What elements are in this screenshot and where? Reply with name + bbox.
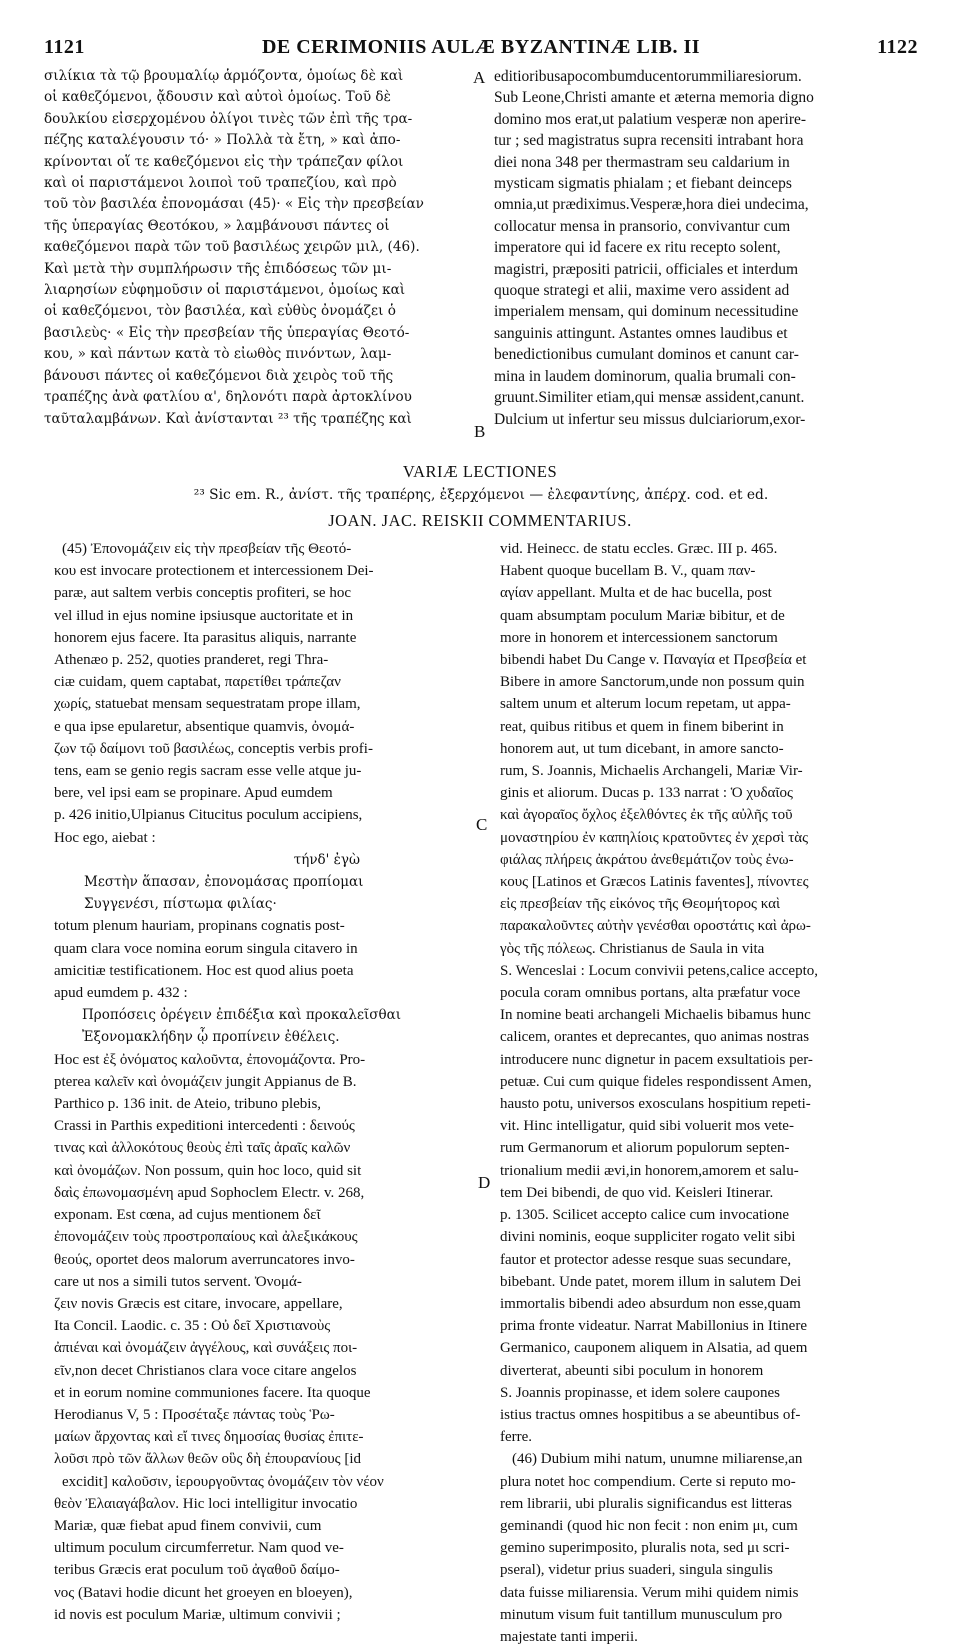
commentary-line: χωρίς, statuebat mensam sequestratam prope illam,	[54, 696, 361, 713]
commentary-line: κους [Latinos et Græcos Latinis faventes], πίνοντες	[500, 874, 809, 891]
commentary-line: majestate tanti imperii.	[500, 1628, 638, 1645]
commentary-line: Mariæ, quæ fiebat apud finem convivii, cum	[54, 1517, 322, 1534]
latin-text-line: sanguinis attingunt. Astantes omnes laudibus et	[494, 324, 788, 342]
page-number-left: 1121	[44, 36, 85, 58]
commentary-line: geminandi (quod hic non fecit : non enim μι, cum	[500, 1517, 798, 1534]
commentary-line: data fuisse miliarensia. Verum mihi quidem nimis	[500, 1584, 799, 1601]
commentary-line: exponam. Est cœna, ad cujus mentionem δεῖ	[54, 1207, 321, 1224]
latin-text-line: diei nona 348 per thermastram seu caldarium in	[494, 153, 790, 171]
commentary-line: Germanico, cauponem aliquem in Alsatia, ad quem	[500, 1340, 808, 1357]
greek-text-line: κου, » καὶ πάντων κατὰ τὸ εἰωθὸς πινόντων, λαμ-	[44, 346, 392, 363]
latin-text-line: mina in laudem dominorum, qualia brumali con-	[494, 367, 796, 385]
latin-text-line: mysticam sigmatis phialam ; et fiebant deinceps	[494, 175, 792, 193]
commentary-line: φιάλας πλήρεις ἀκράτου ἀνεθεμάτιζον τοὺς ἐνω-	[500, 851, 794, 868]
greek-text-line: βάνουσι πάντες οἱ καθεζόμενοι διὰ χειρὸς τοῦ τῆς	[44, 367, 394, 384]
commentary-line: honorem ejus facere. Ita parasitus aliquis, narrante	[54, 629, 357, 646]
latin-text-line: gruunt.Similiter etiam,qui mensæ assident,canunt.	[494, 389, 805, 407]
greek-text-line: καὶ οἱ παριστάμενοι λοιποὶ τοῦ τραπεζίου, καὶ πρὸ	[44, 175, 397, 192]
running-header	[44, 36, 918, 66]
greek-text-line: Καὶ μετὰ τὴν συμπλήρωσιν τῆς ἐπιδόσεως τῶν μι-	[44, 260, 392, 277]
commentary-line: honorem aut, ut tum dicebant, in amore sancto-	[500, 740, 784, 757]
commentary-line: Μεστὴν ἅπασαν, ἐπονομάσας προπίομαι	[84, 874, 364, 891]
commentary-line: (45) Ἐπονομάζειν εἰς τὴν πρεσβείαν τῆς Θεοτό-	[62, 541, 352, 557]
commentary-line: αγίαν appellant. Multa et de hac bucella, post	[500, 585, 772, 602]
commentary-right-column	[500, 538, 920, 1648]
commentary-line: τήνδ' ἐγὼ	[293, 851, 360, 868]
commentary-line: bere, vel ipsi eam se propinare. Apud eumdem	[54, 785, 333, 802]
commentary-line: S. Wenceslai : Locum convivii petens,calice accepto,	[500, 962, 818, 979]
commentary-line: ἐπονομάζειν τοὺς προστροπαίους καὶ ἀλεξικάκους	[54, 1229, 358, 1246]
commentary-line: saltem unum et alterum locum repetam, ut appa-	[500, 696, 791, 713]
commentary-line: Bibere in amore Sanctorum,unde non possum quin	[500, 674, 805, 691]
commentary-line: Herodianus V, 5 : Προσέταξε πάντας τοὺς Ῥω-	[54, 1406, 335, 1423]
commentary-line: amicitiæ testificationem. Hoc est quod alius poeta	[54, 962, 354, 979]
commentary-line: ζων τῷ δαίμονι τοῦ βασιλέως, conceptis verbis profi-	[54, 740, 373, 757]
commentary-line: introducere nunc dignetur in pacem exsultatiois per-	[500, 1051, 813, 1068]
commentary-line: istius tractus omnes hospitibus a se abeuntibus of-	[500, 1406, 801, 1423]
commentary-line: teribus Græcis erat poculum τοῦ ἀγαθοῦ δαίμο-	[54, 1562, 340, 1579]
latin-text-line: editioribusapocombumducentorummiliaresiorum.	[494, 68, 802, 85]
commentary-line: Habent quoque bucellam B. V., quam παν-	[500, 563, 756, 580]
greek-text-line: λιαρησίων εὐφημοῦσιν οἱ παριστάμενοι, ὁμοίως καὶ	[44, 282, 406, 299]
commentary-line: Προπόσεις ὀρέγειν ἐπιδέξια καὶ προκαλεῖσθαι	[82, 1007, 401, 1024]
commentary-line: δαὶς ἐπωνομασμένη apud Sophoclem Electr. v. 268,	[54, 1184, 365, 1201]
commentary-line: τινας καὶ ἀλλοκότους θεοὺς ἐπὶ ταῖς ἀραῖς καλῶν	[54, 1140, 351, 1157]
commentary-line: vid. Heinecc. de statu eccles. Græc. III p. 465.	[500, 541, 778, 557]
commentary-line: id novis est poculum Mariæ, ultimum convivii ;	[54, 1606, 341, 1623]
commentary-line: θεούς, oportet deos malorum averruncatores invo-	[54, 1251, 355, 1268]
commentary-line: ferre.	[500, 1429, 533, 1446]
greek-text-column	[44, 66, 468, 430]
commentary-heading: JOAN. JAC. REISKII COMMENTARIUS.	[328, 511, 632, 530]
commentary-line: ciæ cuidam, quem captabat, παρετίθει τράπεζαν	[54, 674, 341, 691]
commentary-line: ζειν novis Græcis est citare, invocare, appellare,	[54, 1295, 343, 1312]
commentary-line: S. Joannis propinasse, et idem solere caupones	[500, 1384, 780, 1401]
commentary-line: καὶ ὀνομάζων. Non possum, quin hoc loco, quid sit	[54, 1162, 362, 1179]
commentary-line: θεὸν Ἐλαιαγάβαλον. Hic loci intelligitur invocatio	[54, 1495, 358, 1512]
greek-text-line: τῆς ὑπεραγίας Θεοτόκου, » λαμβάνουσι πάντες οἱ	[44, 217, 390, 234]
latin-text-line: tur ; sed magistratus supra recensiti intrabant hora	[494, 132, 804, 150]
commentary-line: tens, eam se genio regis sacram esse velle atque ju-	[54, 763, 362, 780]
commentary-line: p. 1305. Scilicet accepto calice cum invocatione	[500, 1207, 790, 1224]
commentary-line: μαίων ἄρχοντας καὶ εἴ τινες δημοσίας θυσίας ἐπιτε-	[54, 1429, 364, 1446]
commentary-left-column	[54, 538, 470, 1626]
margin-marker-a: A	[473, 68, 486, 87]
commentary-line: εἰς πρεσβείαν τῆς εἰκόνος τῆς Θεομήτορος καὶ	[500, 896, 781, 913]
latin-text-line: domino mos erat,ut palatium vesperæ non aperire-	[494, 110, 807, 128]
greek-text-line: τοῦ τὸν βασιλέα ἐπονομάσαι (45)· « Εἰς τὴν πρεσβείαν	[44, 196, 424, 213]
commentary-line: calicem, orantes et deprecantes, quo animas nostras	[500, 1029, 810, 1046]
commentary-line: pterea καλεῖν καὶ ὀνομάζειν jungit Appianus de B.	[54, 1073, 357, 1090]
commentary-line: (46) Dubium mihi natum, unumne miliarense,an	[512, 1451, 803, 1468]
commentary-line: plura notet hoc compendium. Certe si reputo mo-	[500, 1473, 796, 1490]
commentary-line: γὸς τῆς πόλεως. Christianus de Saula in vita	[500, 940, 765, 957]
commentary-line: more in honorem et intercessionem sanctorum	[500, 629, 778, 646]
commentary-line: ἀπιέναι καὶ ὀνομάζειν ἀγγέλους, καὶ συνάξεις ποι-	[54, 1340, 358, 1357]
commentary-line: immortalis bibendi adeo absurdum non esse,quam	[500, 1295, 801, 1312]
commentary-line: rum Germanorum et aliorum populorum septen-	[500, 1140, 790, 1157]
variae-lectiones-note: ²³ Sic em. R., ἀνίστ. τῆς τραπέρης, ἐξερχόμενοι — ἐλεφαντίνης, ἀπέρχ. cod. et ed.	[193, 487, 769, 503]
commentary-line: trionalium medii ævi,in honorem,amorem et salu-	[500, 1162, 799, 1179]
commentary-line: prima fronte videatur. Narrat Mabillonius in Itinere	[500, 1318, 807, 1335]
commentary-line: ginis et aliorum. Ducas p. 133 narrat : Ὁ χυδαῖος	[500, 785, 793, 802]
commentary-line: hausto potu, universos exosculans hospitium repeti-	[500, 1096, 811, 1113]
commentary-line: fautor et protector adesse resque suas secundare,	[500, 1251, 792, 1268]
commentary-line: totum plenum hauriam, propinans cognatis post-	[54, 918, 345, 935]
commentary-line: tem Dei bibendi, de quo vid. Keisleri Itinerar.	[500, 1184, 774, 1201]
latin-text-line: imperatore qui id facere ex ritu recepto solent,	[494, 239, 781, 257]
commentary-line: Συγγενέσι, πίστωμα φιλίας·	[84, 896, 277, 913]
commentary-line: divini nominis, eoque suppliciter rogato velit sibi	[500, 1229, 796, 1246]
greek-text-line: ταῦταλαμβάνων. Καὶ ἀνίστανται ²³ τῆς τραπέζης καὶ	[44, 410, 412, 427]
commentary-line: diverterat, abeunti sibi poculum in honorem	[500, 1362, 764, 1379]
greek-text-line: βασιλεὺς· « Εἰς τὴν πρεσβείαν τῆς ὑπεραγίας Θεοτό-	[44, 324, 410, 341]
commentary-line: excidit] καλοῦσιν, ἱερουργοῦντας ὀνομάζειν τὸν νέον	[62, 1473, 384, 1490]
greek-text-line: δουλκίου εἰσερχομένου ὀλίγοι τινὲς τῶν ἐπὶ τῆς τρα-	[44, 110, 413, 127]
commentary-line: bibebant. Unde patet, morem illum in salutem Dei	[500, 1273, 802, 1290]
latin-text-line: Dulcium ut infertur seu missus dulciariorum,exor-	[494, 410, 806, 428]
latin-text-line: magistri, præpositi patricii, officiales et interdum	[494, 260, 799, 278]
commentary-line: Athenæo p. 252, quoties pranderet, regi Thra-	[54, 652, 329, 669]
margin-marker-c: C	[476, 815, 488, 834]
commentary-line: μοναστηρίου ἐν καπηλίοις κρατοῦντες ἐν χερσὶ τὰς	[500, 829, 809, 846]
greek-text-line: κρίνονται οἵ τε καθεζόμενοι εἰς τὴν τράπεζαν φίλοι	[44, 153, 404, 170]
latin-text-line: quoque strategi et alii, maxime vero assident ad	[494, 282, 790, 300]
commentary-line: εῖν,non decet Christianos clara voce citare angelos	[54, 1362, 357, 1379]
page-number-right: 1122	[877, 36, 918, 58]
commentary-line: p. 426 initio,Ulpianus Citucitus poculum accipiens,	[54, 807, 363, 824]
commentary-line: Hoc ego, aiebat :	[54, 829, 156, 846]
commentary-line: ultimum poculum circumferretur. Nam quod ve-	[54, 1540, 344, 1557]
commentary-line: Ita Concil. Laodic. c. 35 : Οὐ δεῖ Χριστιανοὺς	[54, 1318, 331, 1335]
commentary-line: παρακαλοῦντες αὐτὴν γενέσθαι οροστάτις καὶ ἀρω-	[500, 918, 811, 935]
commentary-line: et in eorum nomine communiones facere. Ita quoque	[54, 1384, 371, 1401]
latin-translation-column	[494, 66, 918, 430]
greek-text-line: σιλίκια τὰ τῷ βρουμαλίῳ ἁρμόζοντα, ὁμοίως δὲ καὶ	[44, 68, 404, 84]
commentary-line: In nomine beati archangeli Michaelis bibamus hunc	[500, 1007, 811, 1024]
commentary-line: vel illud in ejus nomine ipsiusque auctoritate et in	[54, 607, 354, 624]
commentary-line: κου est invocare protectionem et intercessionem Dei-	[54, 563, 374, 580]
running-title: DE CERIMONIIS AULÆ BYZANTINÆ LIB. II	[261, 36, 701, 58]
greek-text-line: οἱ καθεζόμενοι, ᾄδουσιν καὶ αὐτοὶ ὁμοίως. Τοῦ δὲ	[44, 89, 391, 106]
commentary-line: Crassi in Parthis expeditioni intercedenti : δεινούς	[54, 1118, 355, 1135]
commentary-line: rem librarii, ubi pluralis significandus est litteras	[500, 1495, 793, 1512]
variae-lectiones-heading: VARIÆ LECTIONES	[402, 462, 558, 481]
margin-marker-d: D	[478, 1173, 491, 1192]
commentary-line: Ἐξονομακλήδην ᾧ προπίνειν ἐθέλεις.	[82, 1029, 340, 1046]
commentary-line: pocula coram omnibus portans, alta præfatur voce	[500, 985, 801, 1002]
commentary-line: καὶ ἀγοραῖος ὄχλος ἐξελθόντες ἐκ τῆς αὐλῆς τοῦ	[500, 807, 793, 824]
commentary-line: minutum visum fuit tantillum munusculum pro	[500, 1606, 783, 1623]
commentary-line: petuæ. Cui cum quique fideles respondissent Amen,	[500, 1073, 812, 1090]
latin-text-line: benedictionibus cumulant dominos et canunt car-	[494, 346, 799, 364]
commentary-line: reat, quibus ritibus et quem in finem biberint in	[500, 718, 784, 735]
commentary-line: Hoc est ἐξ ὀνόματος καλοῦντα, ἐπονομάζοντα. Pro-	[54, 1051, 366, 1068]
commentary-line: Parthico p. 136 init. de Ateio, tribuno plebis,	[54, 1096, 322, 1113]
commentary-line: paræ, aut saltem verbis conceptis profiteri, se hoc	[54, 585, 351, 602]
greek-text-line: τραπέζης ἀνὰ φατλίου α', δηλονότι παρὰ ἀρτοκλίνου	[44, 389, 412, 406]
latin-text-line: omnia,ut prædiximus.Vesperæ,hora diei undecima,	[494, 196, 809, 214]
commentary-line: e qua ipse epularetur, absentique quamvis, ὀνομά-	[54, 718, 355, 735]
greek-text-line: οἱ καθεζόμενοι, τὸν βασιλέα, καὶ εὐθὺς ὀνομάζει ὁ	[44, 303, 396, 320]
commentary-line: pseral), videtur prius suaderi, singula singulis	[500, 1562, 773, 1579]
latin-text-line: imperialem mensam, qui dominum necessitudine	[494, 303, 799, 321]
latin-text-line: collocatur mensa in pransorio, convivantur cum	[494, 217, 791, 235]
commentary-line: bibendi habet Du Cange v. Παναγία et Πρεσβεία et	[500, 652, 807, 669]
commentary-line: care ut nos a simili tutos servent. Ὀνομά-	[54, 1273, 302, 1290]
commentary-line: rum, S. Joannis, Michaelis Archangeli, Mariæ Vir-	[500, 763, 803, 780]
commentary-line: quam clara voce nomina eorum singula citavero in	[54, 940, 358, 957]
latin-text-line: Sub Leone,Christi amante et æterna memoria digno	[494, 89, 814, 107]
commentary-line: quam absumptam poculum Mariæ bibitur, et de	[500, 607, 785, 624]
greek-text-line: πέζης καταλέγουσιν τό· » Πολλὰ τὰ ἔτη, » καὶ ἀπο-	[44, 132, 401, 149]
commentary-line: gemino superimposito, pluralis nota, sed μι scri-	[500, 1540, 790, 1557]
commentary-line: vit. Hinc intelligatur, quid sibi voluerit mos vete-	[500, 1118, 794, 1135]
commentary-line: λοῦσι πρὸ τῶν ἄλλων θεῶν οὓς δὴ ἐπουρανίους [id	[54, 1451, 362, 1468]
commentary-line: νος (Batavi hodie dicunt het groeyen en bloeyen),	[54, 1584, 353, 1601]
commentary-line: apud eumdem p. 432 :	[54, 985, 188, 1002]
greek-text-line: καθεζόμενοι παρὰ τῶν τοῦ βασιλέως χειρῶν μιλ, (46).	[44, 239, 420, 256]
margin-marker-b: B	[474, 422, 486, 441]
